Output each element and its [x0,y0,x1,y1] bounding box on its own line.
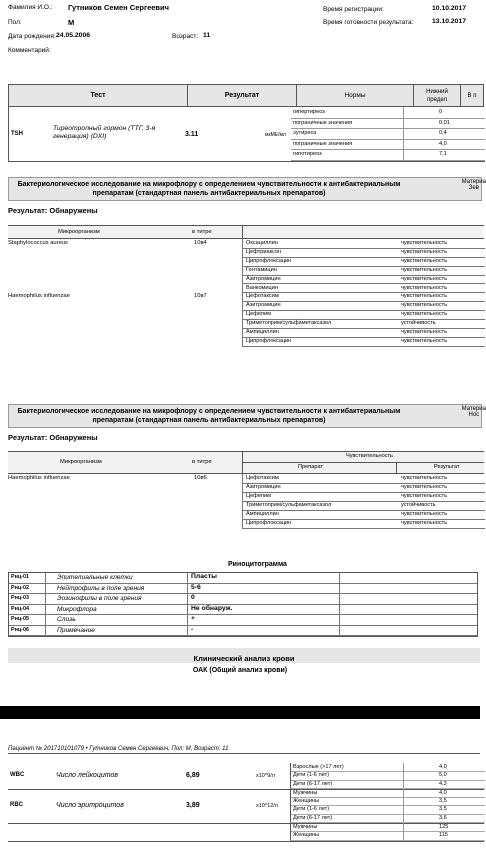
rhino-name: Эпителиальные клетки [57,574,133,581]
drug-name: Ампициллин [246,329,279,335]
lab-norm-value: 5,0 [439,772,447,779]
rhino-divider [187,584,188,594]
bact2-col-micro: Микроорганизм [60,459,102,465]
age-value: 11 [203,32,211,39]
bact2-material [462,406,486,418]
sex-value: М [68,18,75,27]
bact2-title: Бактериологическое исследование на микрофлору с определением чувствительности к антибактериальным препаратам (стандартная панель антибактериальных препаратов) [8,404,482,428]
rhino-name: Слизь [57,616,76,623]
drug-result: чувствительность [401,337,448,344]
sex-label: Пол: [8,19,22,26]
rhino-divider [45,626,46,636]
lab-result: 6,89 [186,771,200,779]
tsh-norm-value: 0 [439,109,443,115]
drug-name: Ципрофлоксацин [246,257,292,264]
drug-name: Гентамицин [246,266,277,273]
rhino-divider [187,615,188,625]
bact2-material-value: Нос [468,412,480,418]
lab-norm-value: 115 [439,832,448,839]
drug-result: устойчивость [401,320,436,327]
tsh-code: TSH [11,131,23,137]
tsh-table [8,84,484,107]
lab-name: Число лейкоцитов [56,771,119,779]
lab-norm-divider [403,780,404,788]
tsh-norm-divider [403,107,404,118]
dob-label: Дата рождения: [8,33,56,40]
drug-result: чувствительность [401,284,448,291]
rhino-divider [45,594,46,604]
tsh-body [8,107,485,162]
lab-norm-label: Дети (1-6 лет) [293,806,330,813]
lab-norm-divider [403,805,404,813]
tsh-norm-divider [403,139,404,150]
rhino-value: Не обнаруж. [191,604,233,612]
lab-norm-value: 125 [439,824,449,831]
rhino-row [9,615,477,626]
organism-name: Haemophilus influenzae [8,475,70,481]
tsh-norm-value: 0,01 [439,119,450,126]
age-label: Возраст: [172,33,199,40]
rhino-row [9,594,477,605]
lab-norm-label: Дети (6-17 лет) [293,780,333,787]
organism-name: Staphylococcus aureus [8,240,68,246]
rhino-code: Рнц-06 [11,626,29,633]
lab-norm-divider [403,797,404,805]
drug-result: чувствительность [401,520,448,526]
bact2-material-label: Материа [461,406,486,412]
rhino-value: Пласты [191,573,217,580]
bact2-col-sens: Чувствительность [346,453,393,459]
drug-name: Ципрофлоксацин [246,337,292,344]
rhino-title: Риноцитограмма [228,561,287,568]
drug-name: Цефтриаксон [246,248,282,255]
drug-name: Ципрофлоксацин [246,520,292,526]
drug-name: Цефотаксим [246,475,279,481]
lab-norm-divider [403,763,404,771]
rhino-row [9,573,477,584]
drug-result: чувствительность [401,493,448,499]
lab-name: Число эритроцитов [56,801,124,809]
lab-norm-divider [403,789,404,797]
bact2-body [8,474,484,554]
lab-unit: x10^12/л [256,802,278,809]
rhino-code: Рнц-01 [11,574,29,580]
drug-result: чувствительность [401,302,448,309]
drug-name: Триметоприм/сульфаметаксазол [246,320,332,327]
reg-value: 10.10.2017 [432,5,467,12]
lab-norm-row [290,814,485,823]
drug-name: Цефотаксим [246,293,279,300]
lab-row [8,789,484,824]
lab-norm-value: 4,0 [439,764,447,770]
col-result: Результат [188,85,297,107]
drug-result: чувствительность [401,484,448,490]
lab-norm-divider [403,823,404,831]
bact1-material [462,179,486,191]
bact1-col-header [8,225,484,239]
rhino-row [9,626,477,637]
organism-titer: 10в4 [194,240,207,246]
lab-norm-row [290,831,485,840]
report-page-2 [0,719,480,854]
rhino-code: Рнц-04 [11,605,29,612]
lab-result: 3,89 [186,801,200,809]
bact2-col-res: Результат [434,464,460,470]
tsh-norm-label: гипотиреоз [293,151,322,158]
rhino-row [9,605,477,616]
page-break [0,706,480,719]
patient-name: Гутников Семен Сергеевич [68,3,170,12]
bact2-col-titer: в титре [192,459,212,465]
rhino-code: Рнц-03 [11,595,29,601]
lab-norm-value: 4,3 [439,780,447,787]
lab-norm-divider [403,814,404,822]
tsh-norm-label: пограничные значения [293,119,353,126]
drug-result: чувствительность [401,511,448,517]
blood-header [8,648,480,663]
organism-titer: 10в7 [194,293,207,300]
lab-norm-label: Дети (1-6 лет) [293,772,330,779]
drug-name: Азитромицин [246,484,281,490]
drug-result: чувствительность [401,257,448,264]
organism-name: Haemophilus influenzae [8,293,70,300]
blood-subtitle: ОАК (Общий анализ крови) [192,667,288,674]
lab-norm-label: Женщины [293,798,320,805]
drug-result: чувствительность [401,240,448,246]
rhino-divider [45,584,46,594]
drug-name: Азитромицин [246,275,281,282]
ready-label: Время готовности результата: [323,19,414,26]
col-lower: Нижний предел [414,85,461,107]
tsh-norm-divider [403,149,404,160]
rhino-name: Нейтрофилы в поле зрения [57,584,145,592]
lab-norm-label: Дети (6-17 лет) [293,814,333,821]
rhino-divider [339,615,340,625]
bact1-body [8,239,484,389]
bact1-material-label: Материа [461,179,486,185]
rhino-divider [187,594,188,604]
rhino-code: Рнц-05 [11,616,29,622]
tsh-norm-row [291,149,485,161]
reg-label: Время регистрации: [323,6,384,13]
drug-row [242,337,485,347]
tsh-norm-value: 4,0 [439,140,447,147]
col-upper: В п [461,85,484,107]
lab-norm-label: Взрослые (>17 лет) [293,764,344,770]
col-test: Тест [9,85,188,107]
drug-name: Ампициллин [246,511,279,517]
rhino-value: 5-6 [191,583,201,591]
tsh-norm-label: пограничные значения [293,140,353,147]
tsh-unit: мкМЕ/мл [265,132,286,138]
lab-norm-label: Женщины [293,832,320,839]
lab-norm-value: 4,0 [439,789,447,796]
bact1-col-titer: в титре [192,229,212,235]
tsh-result: 3.11 [185,131,199,138]
drug-result: чувствительность [401,475,448,481]
tsh-norm-value: 0,4 [439,130,447,137]
lab-norm-value: 3,6 [439,814,447,821]
drug-result: устойчивость [401,502,436,508]
col-norms: Нормы [297,85,414,107]
lab-unit: x10^9/л [256,772,275,779]
tsh-norm-value: 7,1 [439,151,447,158]
bact1-col-micro: Микроорганизм [58,229,100,235]
rhino-divider [45,605,46,615]
rhino-divider [339,626,340,636]
ready-value: 13.10.2017 [432,18,467,25]
tsh-norm-label: гипертиреоз [293,109,325,115]
tsh-norm-divider [403,128,404,139]
drug-result: чувствительность [401,248,448,255]
comment-label: Комментарий: [8,47,51,54]
bact2-col-header [8,451,484,474]
rhino-table [8,572,478,637]
rhino-value: + [191,615,195,622]
rhino-code: Рнц-02 [11,584,29,591]
rhino-name: Примечание [57,626,95,634]
rhino-divider [339,573,340,583]
lab-code: WBC [10,771,25,778]
drug-name: Оксациллин [246,240,278,246]
lab-norm-label: Мужчины [293,789,318,796]
lab-norm-row [290,780,485,789]
rhino-divider [187,573,188,583]
rhino-name: Микрофлора [57,605,97,613]
bact1-title: Бактериологическое исследование на микрофлору с определением чувствительности к антибактериальным препаратам (стандартная панель антибактериальных препаратов) [8,177,482,201]
lab-norm-value: 3,5 [439,806,447,813]
bact2-col-drug: Препарат [298,464,324,470]
tsh-test-name: Тиреотропный гормон (ТТГ, 3-я генерация) (DXI) [53,125,156,140]
name-label: Фамилия И.О.: [8,4,53,11]
lab-norm-label: Мужчины [293,824,318,831]
rhino-divider [339,584,340,594]
drug-row [242,519,485,529]
lab-code: RBC [10,801,23,808]
rhino-divider [339,594,340,604]
page2-header: Пациент № 201710101079 • Гутников Семен Сергеевич, Пол: М, Возраст: 11 [8,746,480,754]
organism-titer: 10в6 [194,475,207,481]
tsh-norm-label: эутиреоз [293,130,317,137]
rhino-value: - [191,625,194,633]
lab-norm-value: 3,5 [439,798,447,805]
drug-name: Ванкомицин [246,284,278,291]
rhino-divider [187,605,188,615]
blood-title: Клинический анализ крови [193,654,295,663]
drug-result: чувствительность [401,293,448,300]
bact1-result: Результат: Обнаружены [8,206,98,215]
tsh-norm-divider [403,118,404,129]
rhino-divider [339,605,340,615]
rhino-divider [45,615,46,625]
lab-norm-divider [403,831,404,839]
rhino-name: Эозинофилы в поле зрения [57,595,142,602]
lab-norm-divider [403,771,404,779]
rhino-divider [45,573,46,583]
drug-name: Цефепим [246,493,271,499]
rhino-row [9,584,477,595]
drug-result: чувствительность [401,266,448,273]
drug-name: Азитромицин [246,302,281,309]
drug-result: чувствительность [401,329,448,335]
drug-name: Триметоприм/сульфаметаксазол [246,502,332,508]
lab-row [8,823,484,842]
dob-value: 24.05.2006 [56,32,91,39]
rhino-divider [187,626,188,636]
bact2-result: Результат: Обнаружены [8,433,98,442]
drug-result: чувствительность [401,275,448,282]
drug-result: чувствительность [401,311,448,318]
bact1-material-value: Зев [468,185,479,191]
lab-row [8,763,484,790]
rhino-value: 0 [191,594,195,601]
drug-name: Цефепим [246,311,271,318]
